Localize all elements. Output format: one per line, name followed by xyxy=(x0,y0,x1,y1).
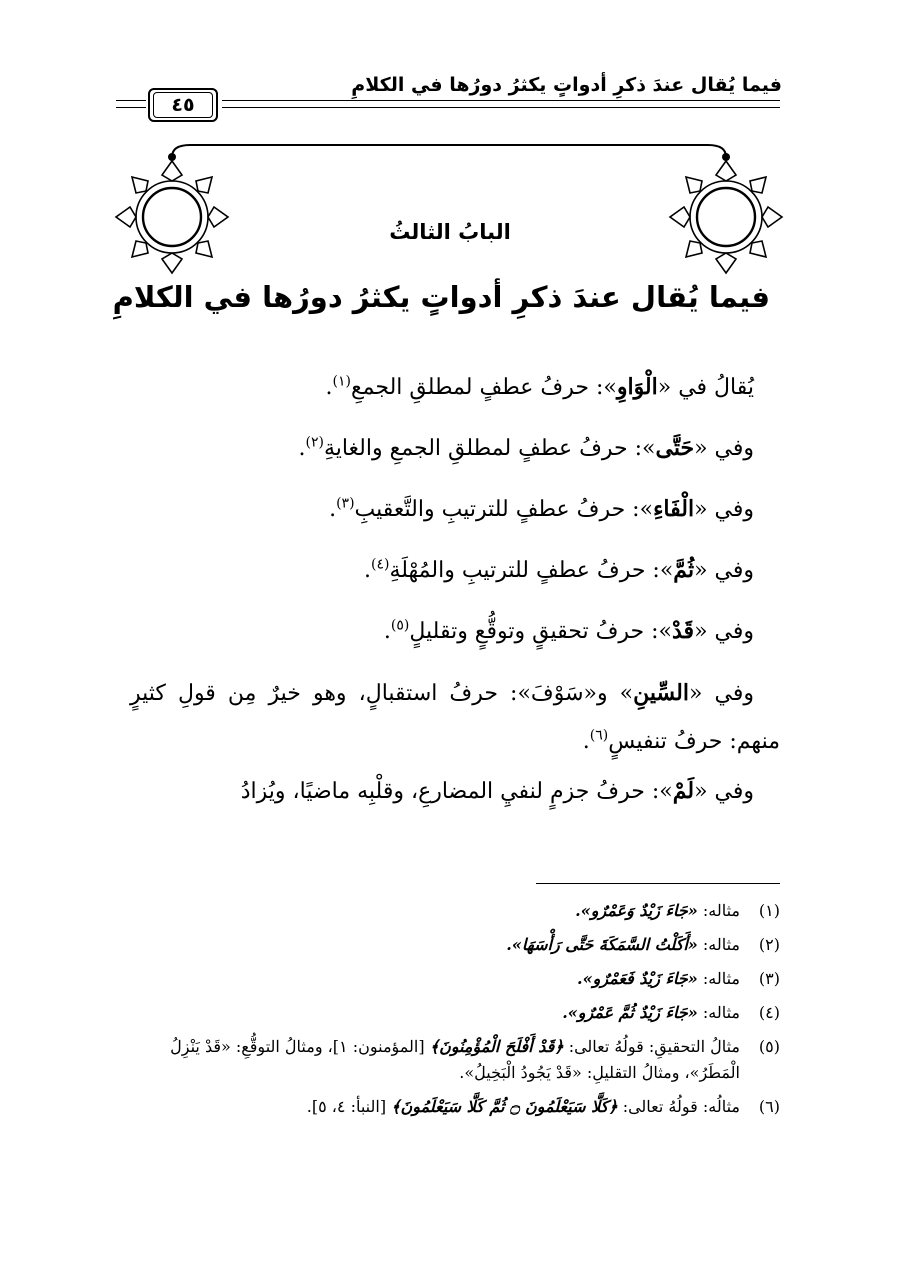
footnote-text: مثاله: xyxy=(697,901,740,920)
footnote-number: (٣) xyxy=(758,969,780,988)
rosette-right-icon xyxy=(670,161,782,273)
footnote-number: (٢) xyxy=(758,935,780,954)
paragraph-keyword: لَمْ xyxy=(672,778,695,804)
paragraph-keyword: قَدْ xyxy=(671,618,695,644)
chapter-ornament xyxy=(110,135,790,275)
paragraph-lead: وفي « xyxy=(694,779,754,804)
footnote xyxy=(110,1094,780,1120)
paragraph-keyword: الْوَاوِ xyxy=(616,374,658,400)
page-number-frame xyxy=(148,88,218,122)
paragraph-lead: وفي « xyxy=(694,619,754,644)
paragraph-lead: وفي « xyxy=(694,497,754,522)
footnote-ref[interactable]: (٦) xyxy=(589,727,609,744)
page-number: ٤٥ xyxy=(153,92,213,118)
paragraph-lead: يُقالُ في « xyxy=(657,375,754,400)
header-rule-left-bottom xyxy=(116,107,146,108)
rosette-left-icon xyxy=(116,161,228,273)
footnote-ref[interactable]: (٢) xyxy=(305,434,324,451)
paragraph-end: . xyxy=(325,375,333,400)
paragraph xyxy=(130,616,780,647)
body-text xyxy=(130,372,780,827)
paragraph-text: »: حرفُ عطفٍ لمطلقِ الجمعِ والغايةِ xyxy=(323,436,656,461)
running-title: فيما يُقال عندَ ذكرِ أدواتٍ يكثرُ دورُها في الكلامِ xyxy=(351,74,782,96)
footnote-example: «جَاءَ زَيْدٌ فَعَمْرٌو». xyxy=(577,969,698,988)
footnote-text: مثاله: xyxy=(697,935,740,954)
footnote-number: (٤) xyxy=(758,1003,780,1022)
header-rule-left-top xyxy=(116,100,146,101)
paragraph-text: »: حرفُ تحقيقٍ وتوقُّعٍ وتقليلٍ xyxy=(409,619,672,644)
footnote-example: «جَاءَ زَيْدٌ وَعَمْرٌو». xyxy=(575,901,698,920)
paragraph xyxy=(130,776,780,807)
footnote-ref[interactable]: (٤) xyxy=(370,556,390,573)
footnote-example: «أَكَلْتُ السَّمَكَةَ حَتَّى رَأْسَهَا». xyxy=(506,935,698,954)
paragraph xyxy=(130,494,780,525)
footnote-ref[interactable]: (١) xyxy=(332,373,351,390)
footnote xyxy=(110,1000,780,1026)
footnotes xyxy=(110,898,780,1128)
footnote-example: ﴿قَدْ أَفْلَحَ الْمُؤْمِنُونَ﴾ xyxy=(429,1037,564,1056)
footnote-number: (٥) xyxy=(758,1037,780,1056)
paragraph-text: »: حرفُ عطفٍ للترتيبِ والمُهْلَةِ xyxy=(389,558,674,583)
footnote xyxy=(110,966,780,992)
paragraph-end: . xyxy=(383,619,391,644)
chapter-title: فيما يُقال عندَ ذكرِ أدواتٍ يكثرُ دورُها في الكلامِ xyxy=(112,280,770,314)
paragraph-keyword: السِّينِ xyxy=(633,680,689,706)
footnote-text: مثالُه: قولُهُ تعالى: xyxy=(617,1097,740,1116)
footnote-text: مثالُ التحقيقِ: قولُهُ تعالى: xyxy=(563,1037,740,1056)
paragraph xyxy=(130,555,780,586)
footnote xyxy=(110,932,780,958)
paragraph-text: »: حرفُ عطفٍ لمطلقِ الجمعِ xyxy=(350,375,617,400)
paragraph xyxy=(130,669,780,766)
footnote-ref[interactable]: (٣) xyxy=(336,495,355,512)
footnote-example: ﴿كَلَّا سَيَعْلَمُونَ ۝ ثُمَّ كَلَّا سَيَعْلَمُونَ﴾ xyxy=(391,1097,618,1116)
paragraph-keyword: الْفَاءِ xyxy=(653,496,695,522)
footnote xyxy=(110,1034,780,1086)
paragraph-keyword: ثُمَّ xyxy=(673,557,695,583)
chapter-label: البابُ الثالثُ xyxy=(389,220,511,244)
paragraph-lead: وفي « xyxy=(694,436,754,461)
paragraph-lead: وفي « xyxy=(688,681,754,706)
footnote-tail: [المؤمنون: ١]، ومثالُ التوقُّعِ: «قَدْ يَنْزِلُ الْمَطَرُ»، ومثالُ التقليلِ: «قَدْ يَجُودُ الْبَخِيلُ». xyxy=(170,1037,740,1082)
paragraph xyxy=(130,433,780,464)
footnote-number: (٦) xyxy=(758,1097,780,1116)
header-rule-right-top xyxy=(222,100,780,101)
paragraph-text: » و«سَوْفَ»: حرفُ استقبالٍ، وهو خيرٌ مِن قولِ كثيرٍ منهم: حرفُ تنفيسٍ xyxy=(130,681,780,754)
paragraph-text: »: حرفُ عطفٍ للترتيبِ والتَّعقيبِ xyxy=(354,497,654,522)
paragraph-end: . xyxy=(329,497,337,522)
footnote-text: مثاله: xyxy=(697,1003,740,1022)
paragraph-end: . xyxy=(582,729,590,754)
paragraph xyxy=(130,372,780,403)
header-rule-right-bottom xyxy=(222,107,780,108)
footnote-number: (١) xyxy=(758,901,780,920)
paragraph-keyword: حَتَّى xyxy=(655,435,695,461)
footnote-separator xyxy=(536,883,780,884)
footnote-ref[interactable]: (٥) xyxy=(390,617,410,634)
paragraph-lead: وفي « xyxy=(694,558,754,583)
footnote-example: «جَاءَ زَيْدٌ ثُمَّ عَمْرٌو». xyxy=(562,1003,698,1022)
footnote-text: مثاله: xyxy=(697,969,740,988)
paragraph-end: . xyxy=(363,558,371,583)
footnote-tail: [النبأ: ٤، ٥]. xyxy=(306,1097,392,1116)
footnote xyxy=(110,898,780,924)
paragraph-text: »: حرفُ جزمٍ لنفيِ المضارعِ، وقلْبِه ماضيًا، ويُزادُ xyxy=(240,779,673,804)
paragraph-end: . xyxy=(298,436,306,461)
